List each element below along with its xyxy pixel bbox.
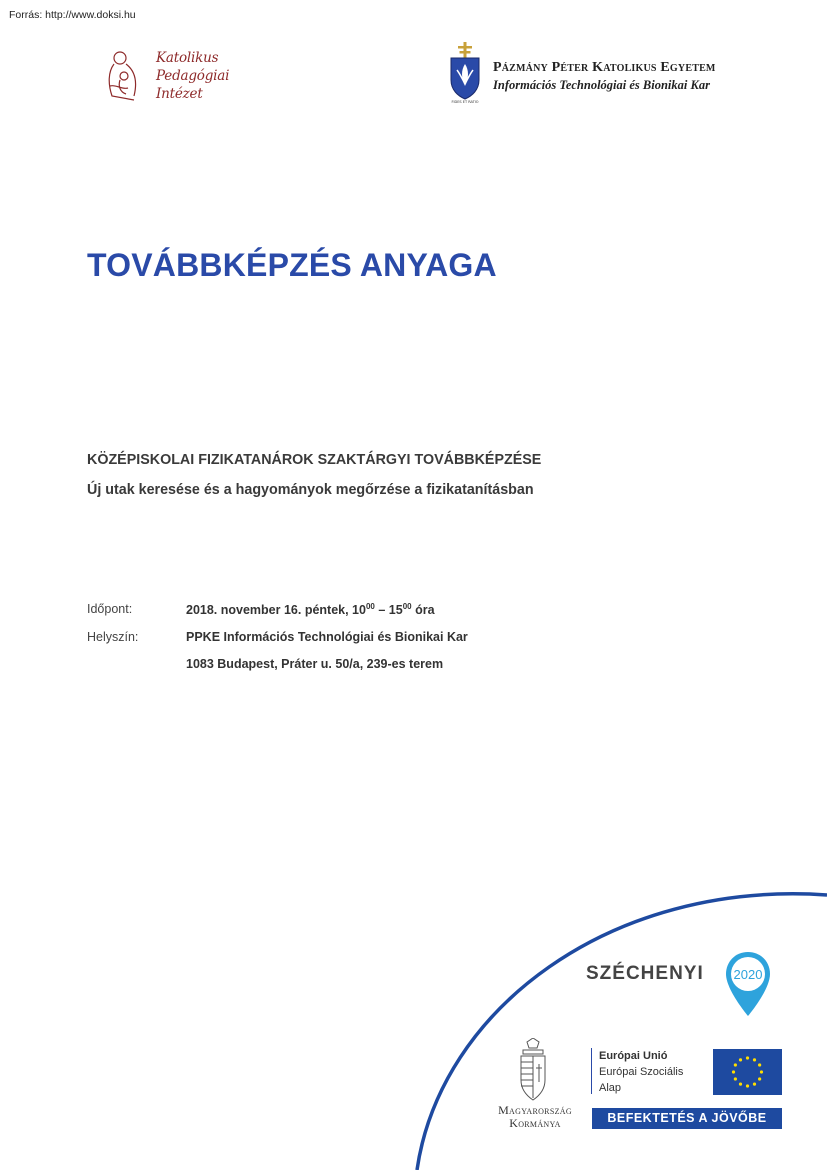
gov-line2: Kormánya (509, 1116, 561, 1130)
place-label: Helyszín: (87, 630, 139, 644)
kpi-logo-text (156, 49, 229, 103)
ppke-crest-icon (448, 40, 482, 104)
kpi-line1: Katolikus (156, 50, 219, 66)
eu-divider (591, 1048, 592, 1094)
szechenyi-label: SZÉCHENYI (586, 963, 704, 984)
source-note: Forrás: http://www.doksi.hu (9, 9, 136, 21)
eu-star (760, 1070, 763, 1073)
gov-line1: Magyarország (498, 1103, 572, 1117)
eu-star (758, 1063, 761, 1066)
time-end-sup: 00 (402, 602, 412, 611)
eu-star (753, 1058, 756, 1061)
kpi-line3: Intézet (156, 86, 203, 102)
time-suffix: óra (411, 603, 435, 617)
eu-flag-icon (713, 1049, 782, 1095)
eu-star (732, 1070, 735, 1073)
eu-star (739, 1083, 742, 1086)
szechenyi-year: 2020 (733, 967, 763, 982)
eu-star (734, 1077, 737, 1080)
time-dash: – 15 (374, 603, 403, 617)
eu-line3: Alap (599, 1082, 622, 1094)
eu-star (739, 1058, 742, 1061)
course-title: KÖZÉPISKOLAI FIZIKATANÁROK SZAKTÁRGYI TOVÁBBKÉPZÉSE (87, 452, 542, 468)
eu-star (746, 1084, 749, 1087)
place-line2: 1083 Budapest, Práter u. 50/a, 239-es terem (186, 657, 444, 671)
eu-line1: Európai Unió (599, 1050, 668, 1062)
szechenyi-2020-pin-icon (723, 950, 773, 1018)
eu-star (758, 1077, 761, 1080)
eu-star (734, 1063, 737, 1066)
course-subtitle: Új utak keresése és a hagyományok megőrzése a fizikatanításban (87, 482, 534, 498)
eu-line2: Európai Szociális (599, 1066, 684, 1078)
eu-star (753, 1083, 756, 1086)
page-title: TOVÁBBKÉPZÉS ANYAGA (87, 247, 497, 283)
hungarian-government-label (480, 1104, 590, 1130)
svg-text:FIDES ET RATIO: FIDES ET RATIO (451, 100, 479, 104)
time-start-sup: 00 (365, 602, 375, 611)
invest-banner: BEFEKTETÉS A JÖVŐBE (592, 1108, 782, 1129)
ppke-name: Pázmány Péter Katolikus Egyetem (493, 60, 716, 75)
ppke-faculty: Információs Technológiai és Bionikai Kar (493, 78, 710, 92)
time-value (186, 602, 435, 617)
hungarian-crest-icon (515, 1038, 551, 1102)
place-line1: PPKE Információs Technológiai és Bionikai Kar (186, 630, 468, 644)
time-prefix: 2018. november 16. péntek, 10 (186, 603, 366, 617)
time-label: Időpont: (87, 602, 133, 616)
kpi-line2: Pedagógiai (156, 68, 230, 84)
eu-star (746, 1056, 749, 1059)
